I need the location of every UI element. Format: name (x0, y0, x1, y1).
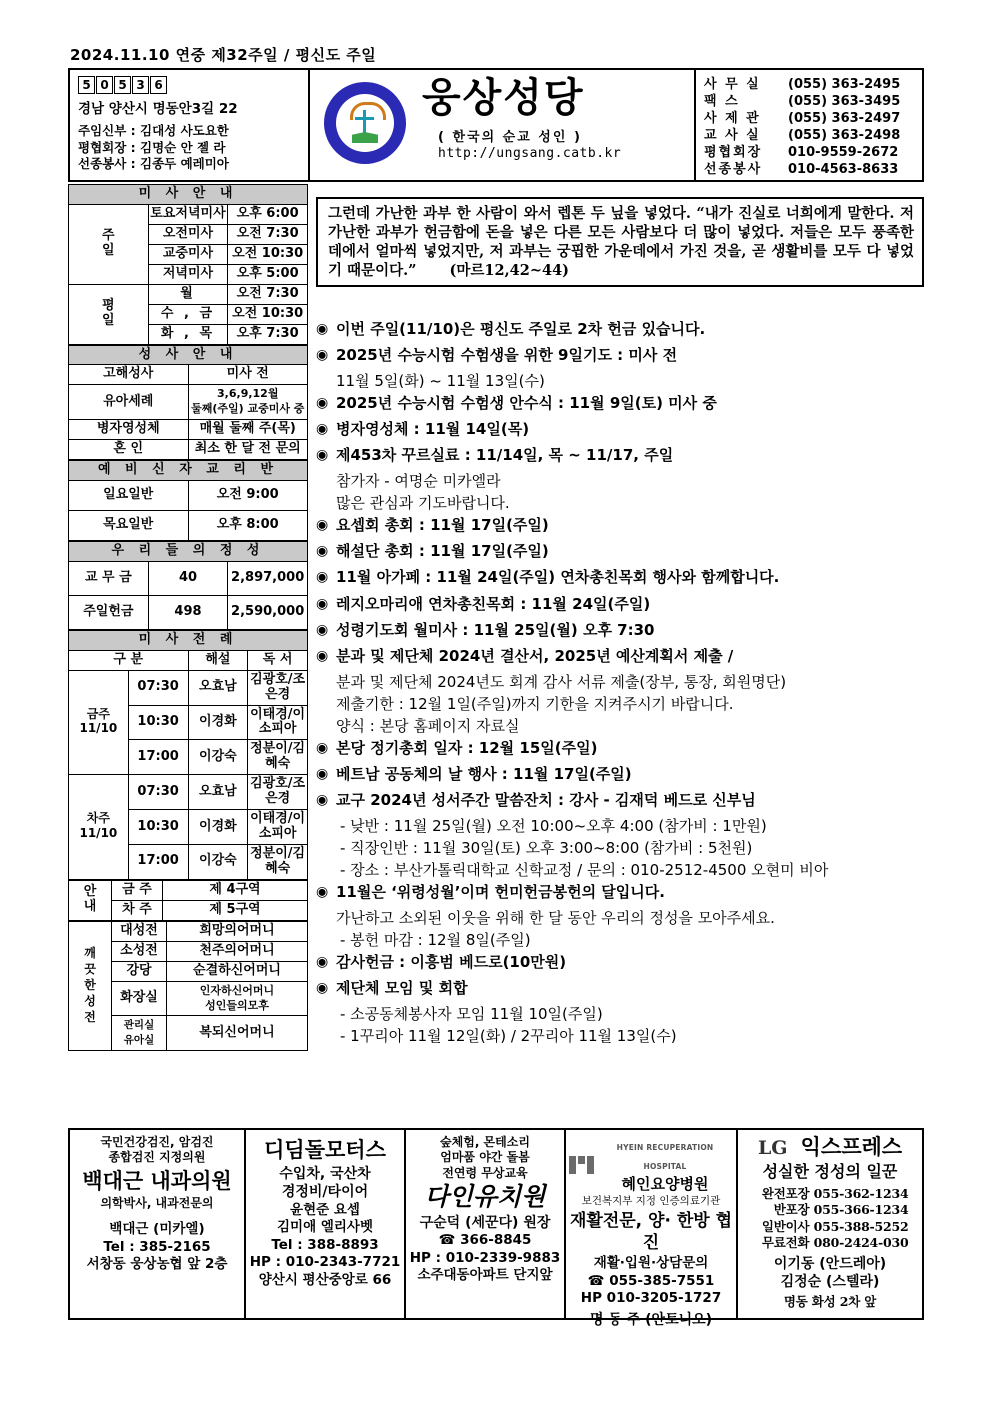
notice-main: 감사헌금 : 이흥범 베드로(10만원) (336, 953, 567, 972)
notice-item (316, 593, 924, 615)
sacrament-guide-title: 성 사 안 내 (69, 345, 308, 365)
ad-clinic-tagline-1: 국민건강검진, 암검진 (100, 1135, 214, 1149)
contact-value: 010-9559-2672 (788, 145, 899, 161)
bullet-icon: ◉ (316, 421, 329, 438)
notice-item (316, 977, 924, 1047)
ad-motors-line-2: Tel : 388-8893 (271, 1236, 379, 1253)
ad-clinic[interactable] (70, 1130, 246, 1318)
mass-name: 오전미사 (148, 224, 228, 244)
ad-motors-title: 디딤돌모터스 (264, 1138, 386, 1162)
notice-item (316, 763, 924, 785)
ad-express-rate-row: 무료전화 080-2424-030 (761, 1235, 909, 1251)
mass-time: 오전 10:30 (228, 244, 308, 264)
notice-main: 베트남 공동체의 날 행사 : 11월 17일(주일) (336, 764, 632, 783)
ad-express-rate-list (741, 1186, 919, 1252)
contact-row (704, 127, 916, 144)
notice-subline: 참가자 - 여명순 미카엘라 (336, 472, 501, 491)
notice-item (316, 540, 924, 562)
ad-hospital-certification: 보건복지부 지정 인증의료기관 (581, 1195, 721, 1207)
mass-sunday-label: 주 일 (69, 204, 149, 284)
notice-subline: 가난하고 소외된 이웃을 위해 한 달 동안 우리의 정성을 모아주세요. (336, 909, 775, 928)
bullet-icon: ◉ (316, 791, 329, 808)
contact-label: 교 사 실 (704, 128, 761, 144)
sacrament-name: 유아세례 (69, 385, 189, 420)
ad-motors-line-3: HP : 010-2343-7721 (249, 1254, 401, 1271)
ad-kindergarten-line-0: ☎ 366-8845 (438, 1232, 532, 1249)
liturgy-col-lector: 독 서 (248, 650, 308, 670)
table-row (69, 345, 308, 365)
notice-item (316, 881, 924, 951)
sacrament-name: 혼 인 (69, 440, 189, 460)
liturgy-commentator: 이경화 (188, 810, 248, 845)
contact-label: 사 무 실 (704, 77, 761, 92)
bulletin-dateline: 2024.11.10 연중 제32주일 / 평신도 주일 (70, 46, 377, 64)
notice-subline: 많은 관심과 기도바랍니다. (336, 494, 510, 513)
liturgy-lector: 이태경/이소피아 (248, 810, 308, 845)
contact-value: (055) 363-3495 (788, 94, 901, 110)
scripture-reference: (마르12,42~44) (449, 261, 570, 279)
cleaning-group: 순결하신어머니 (167, 961, 308, 981)
bullet-icon: ◉ (316, 739, 329, 756)
offering-count: 498 (148, 595, 228, 629)
ad-kindergarten-title: 다인유치원 (424, 1182, 546, 1212)
sacrament-value: 최소 한 달 전 문의 (188, 440, 308, 460)
contact-value: (055) 363-2497 (788, 111, 901, 127)
ad-kindergarten-principal: 구순덕 (세꾼다) 원장 (419, 1214, 551, 1231)
liturgy-lector: 김광호/조은경 (248, 670, 308, 705)
catechumen-table (68, 460, 308, 541)
contact-label: 선종봉사 (704, 162, 763, 178)
ad-hospital-logo-en: HYEIN RECUPERATION HOSPITAL (616, 1143, 714, 1171)
notice-main: 11월 아가페 : 11월 24일(주일) 연차총친목회 행사와 함께합니다. (336, 568, 780, 587)
ad-hospital-title: 혜인요양병원 (621, 1175, 709, 1193)
cleaning-label: 깨 끗 한 성 전 (69, 921, 112, 1051)
parish-staff-line: 선종봉사 : 김종두 예레미아 (78, 156, 229, 172)
left-column (68, 184, 308, 1051)
ad-clinic-line-1: Tel : 385-2165 (103, 1238, 211, 1255)
liturgy-time: 07:30 (128, 670, 188, 705)
notice-subline: - 장소 : 부산가톨릭대학교 신학교정 / 문의 : 010-2512-4500 오현미 비아 (340, 861, 829, 880)
cleaning-table (68, 921, 308, 1052)
bullet-icon: ◉ (316, 517, 329, 534)
table-row (69, 365, 308, 385)
notice-main: 이번 주일(11/10)은 평신도 주일로 2차 헌금 있습니다. (336, 320, 706, 338)
table-row (69, 670, 308, 705)
notice-main: 레지오마리애 연차총친목회 : 11월 24일(주일) (336, 594, 651, 613)
contact-label: 평협회장 (704, 145, 763, 161)
ad-express-slogan: 성실한 정성의 일꾼 (762, 1162, 898, 1182)
scripture-text: 그런데 가난한 과부 한 사람이 와서 렙톤 두 닢을 넣었다. “내가 진실로 너희에게 말한다. 저 가난한 과부가 헌금함에 돈을 넣은 다른 모든 사람보다 더 많이 넣었다. 저들은 모두 풍족한 데에서 얼마씩 넣었지만, 저 과부는 궁핍한 가운데에서 가진 것을, 곧 생활비를 모두 다 넣었기 때문이다.” (328, 205, 914, 279)
ad-hospital-sub: 재활·입원·상담문의 (593, 1255, 709, 1272)
notice-main: 2025년 수능시험 수험생을 위한 9일기도 : 미사 전 (336, 346, 678, 365)
ad-motors-sub-2: 경정비/타이어 (281, 1184, 369, 1201)
bullet-icon: ◉ (316, 647, 329, 664)
parish-address: 경남 양산시 명동안3길 22 (78, 101, 238, 117)
ad-hospital-line-0: ☎ 055-385-7551 (587, 1272, 715, 1289)
zone-period: 금 주 (112, 880, 163, 900)
notice-item (316, 645, 924, 737)
mass-name: 토요저녁미사 (148, 204, 228, 224)
ad-hospital-headline: 재활전문, 양· 한방 협진 (569, 1211, 733, 1254)
table-row (69, 650, 308, 670)
notice-main: 성령기도회 월미사 : 11월 25일(월) 오후 7:30 (336, 620, 655, 639)
mass-time: 오후 6:00 (228, 204, 308, 224)
ad-kindergarten[interactable] (406, 1130, 566, 1318)
table-row (69, 775, 308, 810)
contact-value: (055) 363-2498 (788, 128, 901, 144)
sacrament-value: 매월 둘째 주(목) (188, 420, 308, 440)
notice-subline: 11월 5일(화) ~ 11월 13일(수) (336, 372, 545, 391)
contact-label: 팩 스 (704, 94, 740, 110)
mass-time: 오전 7:30 (228, 284, 308, 304)
notice-subline: - 봉헌 마감 : 12월 8일(주일) (340, 931, 531, 950)
zone-period: 차 주 (112, 900, 163, 920)
mass-name: 화 , 목 (148, 324, 228, 344)
contact-label: 사 제 관 (704, 111, 761, 127)
cleaning-place: 관리실 유아실 (112, 1016, 167, 1051)
table-row (69, 561, 308, 595)
notice-main: 분과 및 제단체 2024년 결산서, 2025년 예산계획서 제출 / (336, 646, 734, 665)
cleaning-place: 소성전 (112, 941, 167, 961)
ad-motors-line-4: 양산시 평산중앙로 66 (258, 1271, 392, 1288)
notice-item (316, 737, 924, 759)
table-row (69, 481, 308, 511)
notice-main: 11월은 ‘위령성월’이며 헌미헌금봉헌의 달입니다. (336, 883, 665, 902)
church-name: 웅상성당 (422, 75, 585, 121)
zipcode-digit: 5 (114, 76, 131, 94)
table-row (69, 880, 308, 900)
ad-kindergarten-tagline-1: 숲체험, 몬테소리 (440, 1135, 530, 1149)
contact-value: 010-4563-8633 (788, 162, 899, 178)
notice-subline: 양식 : 본당 홈페이지 자료실 (336, 716, 520, 735)
liturgy-lector: 이태경/이소피아 (248, 705, 308, 740)
notice-subline: 분과 및 제단체 2024년도 회계 감사 서류 제출(장부, 통장, 회원명단) (336, 672, 787, 691)
zone-value: 제 5구역 (163, 900, 308, 920)
mass-name: 수 , 금 (148, 304, 228, 324)
contact-list (696, 70, 922, 180)
ad-express-logo: LG (757, 1137, 788, 1159)
table-row (69, 204, 308, 224)
bullet-icon: ◉ (316, 447, 329, 464)
mass-time: 오전 10:30 (228, 304, 308, 324)
ad-motors-line-0: 윤현준 요셉 (290, 1201, 360, 1218)
zone-guide-label: 안 내 (69, 880, 112, 920)
notice-list (316, 318, 924, 1047)
notice-subline: - 낮반 : 11월 25일(월) 오전 10:00~오후 4:00 (참가비 : 1만원) (340, 816, 767, 835)
ad-express-title: 익스프레스 (800, 1135, 903, 1159)
cleaning-place: 대성전 (112, 921, 167, 941)
mass-time: 오후 5:00 (228, 264, 308, 284)
ad-express-line-1: 김정순 (스텔라) (780, 1274, 880, 1291)
table-row (69, 420, 308, 440)
bullet-icon: ◉ (316, 347, 329, 364)
sacrament-name: 고해성사 (69, 365, 189, 385)
mass-time: 오후 7:30 (228, 324, 308, 344)
ad-express-rate-row: 일반이사 055-388-5252 (761, 1218, 909, 1234)
cleaning-group: 희망의어머니 (167, 921, 308, 941)
ad-express-line-2: 명동 화성 2차 앞 (783, 1294, 877, 1310)
zipcode-digit: 5 (78, 76, 95, 94)
parish-info (70, 70, 310, 180)
zipcode-digit: 6 (150, 76, 167, 94)
bullet-icon: ◉ (316, 765, 329, 782)
parish-staff-line: 평협회장 : 김명순 안 젤 라 (78, 139, 226, 155)
ad-hospital[interactable] (566, 1130, 738, 1328)
ad-clinic-subtitle: 의학박사, 내과전문의 (100, 1195, 214, 1210)
offering-count: 40 (148, 561, 228, 595)
ad-clinic-line-2: 서창동 웅상농협 앞 2층 (86, 1256, 228, 1273)
contact-row (704, 161, 916, 178)
scripture-box (316, 197, 924, 287)
ad-hospital-line-2: 명 동 주 (안토니오) (589, 1311, 713, 1328)
catechumen-value: 오전 9:00 (188, 481, 308, 511)
mass-guide-table (68, 184, 308, 345)
liturgy-time: 10:30 (128, 705, 188, 740)
bullet-icon: ◉ (316, 543, 329, 560)
notice-subline: - 1꾸리아 11월 12일(화) / 2꾸리아 11월 13일(수) (340, 1027, 677, 1046)
zipcode-digit: 0 (96, 76, 113, 94)
notice-item (316, 514, 924, 536)
cleaning-place: 강당 (112, 961, 167, 981)
notice-item (316, 951, 924, 973)
notice-item (316, 344, 924, 392)
liturgy-lector: 정분이/김혜숙 (248, 740, 308, 775)
zone-guide-table (68, 880, 308, 921)
notice-subline: - 소공동체봉사자 모임 11월 10일(주일) (340, 1005, 603, 1024)
ad-kindergarten-line-2: 소주대동아파트 단지앞 (417, 1267, 553, 1284)
mass-name: 월 (148, 284, 228, 304)
table-row (69, 511, 308, 541)
sacrament-value: 3,6,9,12월 둘째(주일) 교중미사 중 (188, 385, 308, 420)
table-row (69, 921, 308, 941)
notice-item (316, 789, 924, 881)
church-website-link[interactable]: http://ungsang.catb.kr (438, 146, 622, 161)
table-row (69, 595, 308, 629)
cleaning-group: 인자하신어머니 성인들의모후 (167, 981, 308, 1016)
notice-item (316, 418, 924, 440)
mass-time: 오전 7:30 (228, 224, 308, 244)
bullet-icon: ◉ (316, 621, 329, 638)
notice-main: 병자영성체 : 11월 14일(목) (336, 420, 530, 439)
table-row (69, 284, 308, 304)
notice-main: 제단체 모임 및 회합 (336, 979, 468, 998)
offering-name: 주일헌금 (69, 595, 149, 629)
bullet-icon: ◉ (316, 954, 329, 971)
catechumen-value: 오후 8:00 (188, 511, 308, 541)
liturgy-col-division: 구 분 (69, 650, 189, 670)
ad-express-rate-row: 완전포장 055-362-1234 (761, 1185, 909, 1201)
church-subtitle: ( 한국의 순교 성인 ) (438, 130, 582, 145)
table-row (69, 541, 308, 561)
liturgy-time: 07:30 (128, 775, 188, 810)
catechumen-title: 예 비 신 자 교 리 반 (69, 461, 308, 481)
zone-value: 제 4구역 (163, 880, 308, 900)
notice-main: 제453차 꾸르실료 : 11/14일, 목 ~ 11/17, 주일 (336, 446, 674, 465)
notice-main: 2025년 수능시험 수험생 안수식 : 11월 9일(토) 미사 중 (336, 394, 717, 413)
ad-kindergarten-tagline-3: 전연령 무상교육 (442, 1165, 528, 1180)
table-row (69, 440, 308, 460)
notice-subline: - 직장인반 : 11월 30일(토) 오후 3:00~8:00 (참가비 : 5천원) (340, 838, 753, 857)
catechumen-name: 일요일반 (69, 481, 189, 511)
sacrament-name: 병자영성체 (69, 420, 189, 440)
ad-clinic-line-0: 백대근 (미카엘) (109, 1221, 205, 1238)
table-row (69, 630, 308, 650)
liturgy-commentator: 이경화 (188, 705, 248, 740)
contact-row (704, 144, 916, 161)
liturgy-col-commentator: 해설 (188, 650, 248, 670)
ad-hospital-line-1: HP 010-3205-1727 (580, 1290, 722, 1307)
offering-amount: 2,897,000 (228, 561, 308, 595)
offering-table (68, 541, 308, 630)
notice-item (316, 444, 924, 514)
liturgy-lector: 정분이/김혜숙 (248, 845, 308, 880)
mass-guide-title: 미 사 안 내 (69, 185, 308, 205)
cleaning-group: 복되신어머니 (167, 1016, 308, 1051)
zipcode (78, 76, 304, 94)
bullet-icon: ◉ (316, 980, 329, 997)
liturgy-time: 17:00 (128, 845, 188, 880)
ad-kindergarten-line-1: HP : 010-2339-9883 (409, 1249, 561, 1266)
notice-main: 본당 정기총회 일자 : 12월 15일(주일) (336, 738, 598, 757)
bullet-icon: ◉ (316, 595, 329, 612)
notice-item (316, 619, 924, 641)
ad-motors[interactable] (246, 1130, 406, 1318)
advertisement-strip (68, 1128, 924, 1328)
contact-row (704, 110, 916, 127)
notice-item (316, 566, 924, 588)
offering-amount: 2,590,000 (228, 595, 308, 629)
liturgy-commentator: 오효남 (188, 670, 248, 705)
mass-weekday-label: 평 일 (69, 284, 149, 344)
liturgy-time: 10:30 (128, 810, 188, 845)
liturgy-lector: 김광호/조은경 (248, 775, 308, 810)
catechumen-name: 목요일반 (69, 511, 189, 541)
ad-motors-sub-1: 수입차, 국산차 (279, 1166, 371, 1183)
liturgy-group-label: 금주 11/10 (69, 670, 129, 775)
notice-main: 해설단 총회 : 11월 17일(주일) (336, 542, 549, 561)
parish-emblem-icon (324, 82, 406, 164)
liturgy-group-label: 차주 11/10 (69, 775, 129, 880)
bullet-icon: ◉ (316, 569, 329, 586)
notice-subline: 제출기한 : 12월 1일(주일)까지 기한을 지켜주시기 바랍니다. (336, 694, 734, 713)
table-row (69, 461, 308, 481)
ad-clinic-tagline-2: 종합검진 지정의원 (108, 1150, 206, 1165)
sacrament-value: 미사 전 (188, 365, 308, 385)
ad-express-rate-row: 반포장 055-366-1234 (773, 1202, 909, 1218)
notice-main: 교구 2024년 성서주간 말씀잔치 : 강사 - 김재덕 베드로 신부님 (336, 790, 756, 809)
contact-value: (055) 363-2495 (788, 77, 901, 92)
church-identity (310, 70, 696, 180)
zipcode-digit: 3 (132, 76, 149, 94)
cleaning-place: 화장실 (112, 981, 167, 1016)
notice-item (316, 318, 924, 340)
ad-express-line-0: 이기동 (안드레아) (773, 1255, 887, 1272)
mass-name: 저녁미사 (148, 264, 228, 284)
parish-staff-line: 주임신부 : 김대성 사도요한 (78, 123, 229, 138)
bullet-icon: ◉ (316, 884, 329, 901)
liturgy-commentator: 이강숙 (188, 740, 248, 775)
ad-express[interactable] (738, 1130, 922, 1318)
offering-name: 교 무 금 (69, 561, 149, 595)
cleaning-group: 천주의어머니 (167, 941, 308, 961)
contact-row (704, 76, 916, 93)
header-box (68, 68, 924, 182)
notice-main: 요셉회 총회 : 11월 17일(주일) (336, 516, 549, 535)
sacrament-guide-table (68, 345, 308, 461)
bullet-icon: ◉ (316, 321, 329, 337)
liturgy-time: 17:00 (128, 740, 188, 775)
offering-title: 우 리 들 의 정 성 (69, 541, 308, 561)
liturgy-commentator: 이강숙 (188, 845, 248, 880)
liturgy-title: 미 사 전 례 (69, 630, 308, 650)
notice-item (316, 392, 924, 414)
ad-kindergarten-tagline-2: 엄마품 야간 돌봄 (440, 1150, 530, 1165)
table-row (69, 385, 308, 420)
parish-staff (78, 123, 304, 173)
liturgy-commentator: 오효남 (188, 775, 248, 810)
liturgy-table (68, 630, 308, 880)
ad-hospital-logo-icon (569, 1135, 733, 1194)
table-row (69, 185, 308, 205)
contact-row (704, 93, 916, 110)
ad-clinic-title: 백대근 내과의원 (82, 1168, 232, 1193)
ad-motors-line-1: 김미애 엘리사벳 (277, 1219, 373, 1236)
bullet-icon: ◉ (316, 395, 329, 412)
mass-name: 교중미사 (148, 244, 228, 264)
